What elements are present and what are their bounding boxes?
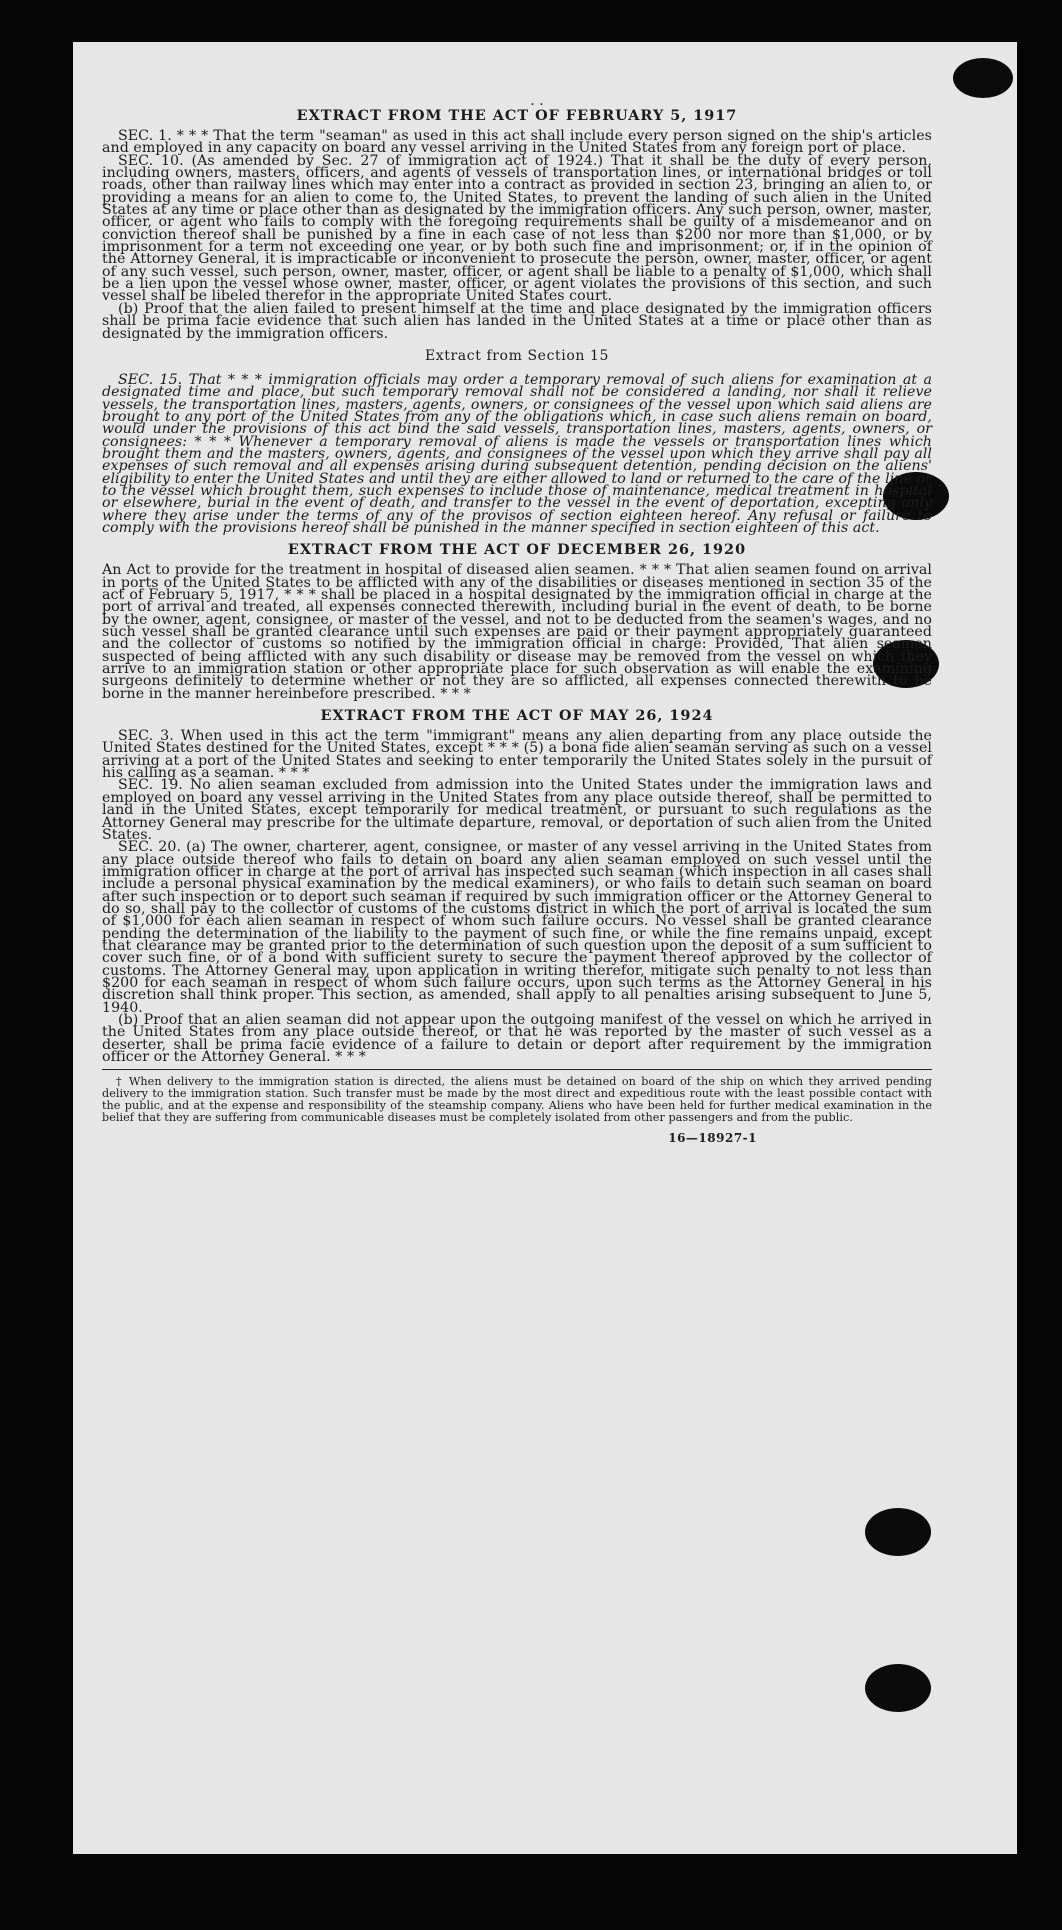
form-number: 16—18927-1 <box>668 1131 757 1146</box>
paragraph-sec-20-a: SEC. 20. (a) The owner, charterer, agent, consignee, or master of any vessel arriving in the United States from any place outside thereof who fails to detain on board any alien seaman employed on such vessel until the immigration officer in charge at the port of arrival has inspected such seaman (which inspection in all cases shall include a personal physical examination by the medical examiners), or who fails to detain such seaman on board after such inspection or to deport such seaman if required by such immigration officer or the Attorney General to do so, shall pay to the collector of customs of the customs district in which the port of arrival is located the sum of $1,000 for each alien seaman in respect of whom such failure occurs. No vessel shall be granted clearance pending the determination of the liability to the payment of such fine, or while the fine remains unpaid, except that clearance may be granted prior to the determination of such question upon the deposit of a sum sufficient to cover such fine, or of a bond with sufficient surety to secure the payment thereof approved by the collector of customs. The Attorney General may, upon application in writing therefor, mitigate such penalty to not less than $200 for each seaman in respect of whom such failure occurs, upon such terms as the Attorney General in his discretion shall think proper. This section, as amended, shall apply to all penalties arising subsequent to June 5, 1940. <box>102 839 932 1016</box>
document-text <box>102 94 932 1145</box>
punch-hole <box>865 1664 931 1712</box>
heading-act-1924: EXTRACT FROM THE ACT OF MAY 26, 1924 <box>320 707 714 725</box>
heading-act-1917: EXTRACT FROM THE ACT OF FEBRUARY 5, 1917 <box>296 107 738 124</box>
paragraph-sec-19: SEC. 19. No alien seaman excluded from admission into the United States under the immigration laws and employed on board any vessel arriving in the United States from any place outside thereof, shall be permitted to land in the United States, except temporarily for medical treatment, or pursuant to such regulations as the Attorney General may prescribe for the ultimate departure, removal, or deportation of such alien from the United States. <box>102 777 932 843</box>
heading-section-15: Extract from Section 15 <box>424 347 610 364</box>
paragraph-act-1920: An Act to provide for the treatment in hospital of diseased alien seamen. * * * That alien seamen found on arrival in ports of the United States to be afflicted with any of the disabilities or diseases mentioned in section 35 of the act of February 5, 1917, * * * shall be placed in a hospital designated by the immigration official in charge at the port of arrival and treated, all expenses connected therewith, including burial in the event of death, to be borne by the owner, agent, consignee, or master of the vessel, and not to be deducted from the seamen's wages, and no such vessel shall be granted clearance until such expenses are paid or their payment appropriately guaranteed and the collector of customs so notified by the immigration official in charge: Provided, That alien seamen suspected of being afflicted with any such disability or disease may be removed from the vessel on which they arrive to an immigration station or other appropriate place for such observation as will enable the examining surgeons definitely to determine whether or not they are so afflicted, all expenses connected therewith to be borne in the manner hereinbefore prescribed. * * * <box>102 562 932 702</box>
stray-marks: . . <box>530 93 544 109</box>
punch-hole <box>865 1508 931 1556</box>
paragraph-sec-3: SEC. 3. When used in this act the term "immigrant" means any alien departing from any place outside the United States destined for the United States, except * * * (5) a bona fide alien seaman serving as such on a vessel arriving at a port of the United States and seeking to enter temporarily the United States solely in the pursuit of his calling as a seaman. * * * <box>102 728 932 782</box>
heading-act-1920: EXTRACT FROM THE ACT OF DECEMBER 26, 1920 <box>287 541 747 559</box>
paragraph-sec-10-b: (b) Proof that the alien failed to present himself at the time and place designated by the immigration officers shall be prima facie evidence that such alien has landed in the United States at a time or place other than as designated by the immigration officers. <box>102 300 932 342</box>
paragraph-sec-1: SEC. 1. * * * That the term "seaman" as used in this act shall include every person signed on the ship's articles and employed in any capacity on board any vessel arriving in the United States from any foreign port or place. <box>102 128 932 157</box>
punch-hole <box>953 58 1013 98</box>
paragraph-sec-10: SEC. 10. (As amended by Sec. 27 of immigration act of 1924.) That it shall be the duty of every person, including owners, masters, officers, and agents of vessels of transportation lines, or international bridges or toll roads, other than railway lines which may enter into a contract as provided in section 23, bringing an alien to, or providing a means for an alien to come to, the United States, to prevent the landing of such alien in the United States at any time or place other than as designated by the immigration officers. Any such person, owner, master, officer, or agent who fails to comply with the foregoing requirements shall be guilty of a misdemeanor and on conviction thereof shall be punished by a fine in each case of not less than $200 nor more than $1,000, or by imprisonment for a term not exceeding one year, or by both such fine and imprisonment; or, if in the opinion of the Attorney General, it is impracticable or inconvenient to prosecute the person, owner, master, officer, or agent of any such vessel, such person, owner, master, officer, or agent shall be liable to a penalty of $1,000, which shall be a lien upon the vessel whose owner, master, officer, or agent violates the provisions of this section, and such vessel shall be libeled therefor in the appropriate United States court. <box>102 152 932 305</box>
paragraph-sec-15: SEC. 15. That * * * immigration officials may order a temporary removal of such aliens for examination at a designated time and place, but such temporary removal shall not be considered a landing, nor shall it relieve vessels, the transportation lines, masters, agents, owners, or consignees of the vessel upon which said aliens are brought to any port of the United States from any of the obligations which, in case such aliens remain on board, would under the provisions of this act bind the said vessels, transportation lines, masters, agents, owners, or consignees: * * * Whenever a temporary removal of aliens is made the vessels or transportation lines which brought them and the masters, owners, agents, and consignees of the vessel upon which they arrive shall pay all expenses of such removal and all expenses arising during subsequent detention, pending decision on the aliens' eligibility to enter the United States and until they are either allowed to land or returned to the care of the line or to the vessel which brought them, such expenses to include those of maintenance, medical treatment in hospital or elsewhere, burial in the event of death, and transfer to the vessel in the event of deportation, excepting only where they arise under the terms of any of the provisos of section eighteen hereof. Any refusal or failure to comply with the provisions hereof shall be punished in the manner specified in section eighteen of this act. <box>102 371 932 536</box>
paragraph-sec-20-b: (b) Proof that an alien seaman did not appear upon the outgoing manifest of the vessel on which he arrived in the United States from any place outside thereof, or that he was reported by the master of such vessel as a deserter, shall be prima facie evidence of a failure to detain or deport after requirement by the immigration officer or the Attorney General. * * * <box>102 1012 932 1066</box>
footnote: † When delivery to the immigration station is directed, the aliens must be detained on board of the ship on which they arrived pending delivery to the immigration station. Such transfer must be made by the most direct and expeditious route with the least possible contact with the public, and at the expense and responsibility of the steamship company. Aliens who have been held for further medical examination in the belief that they are suffering from communicable diseases must be completely isolated from other passengers and from the public. <box>102 1069 932 1124</box>
